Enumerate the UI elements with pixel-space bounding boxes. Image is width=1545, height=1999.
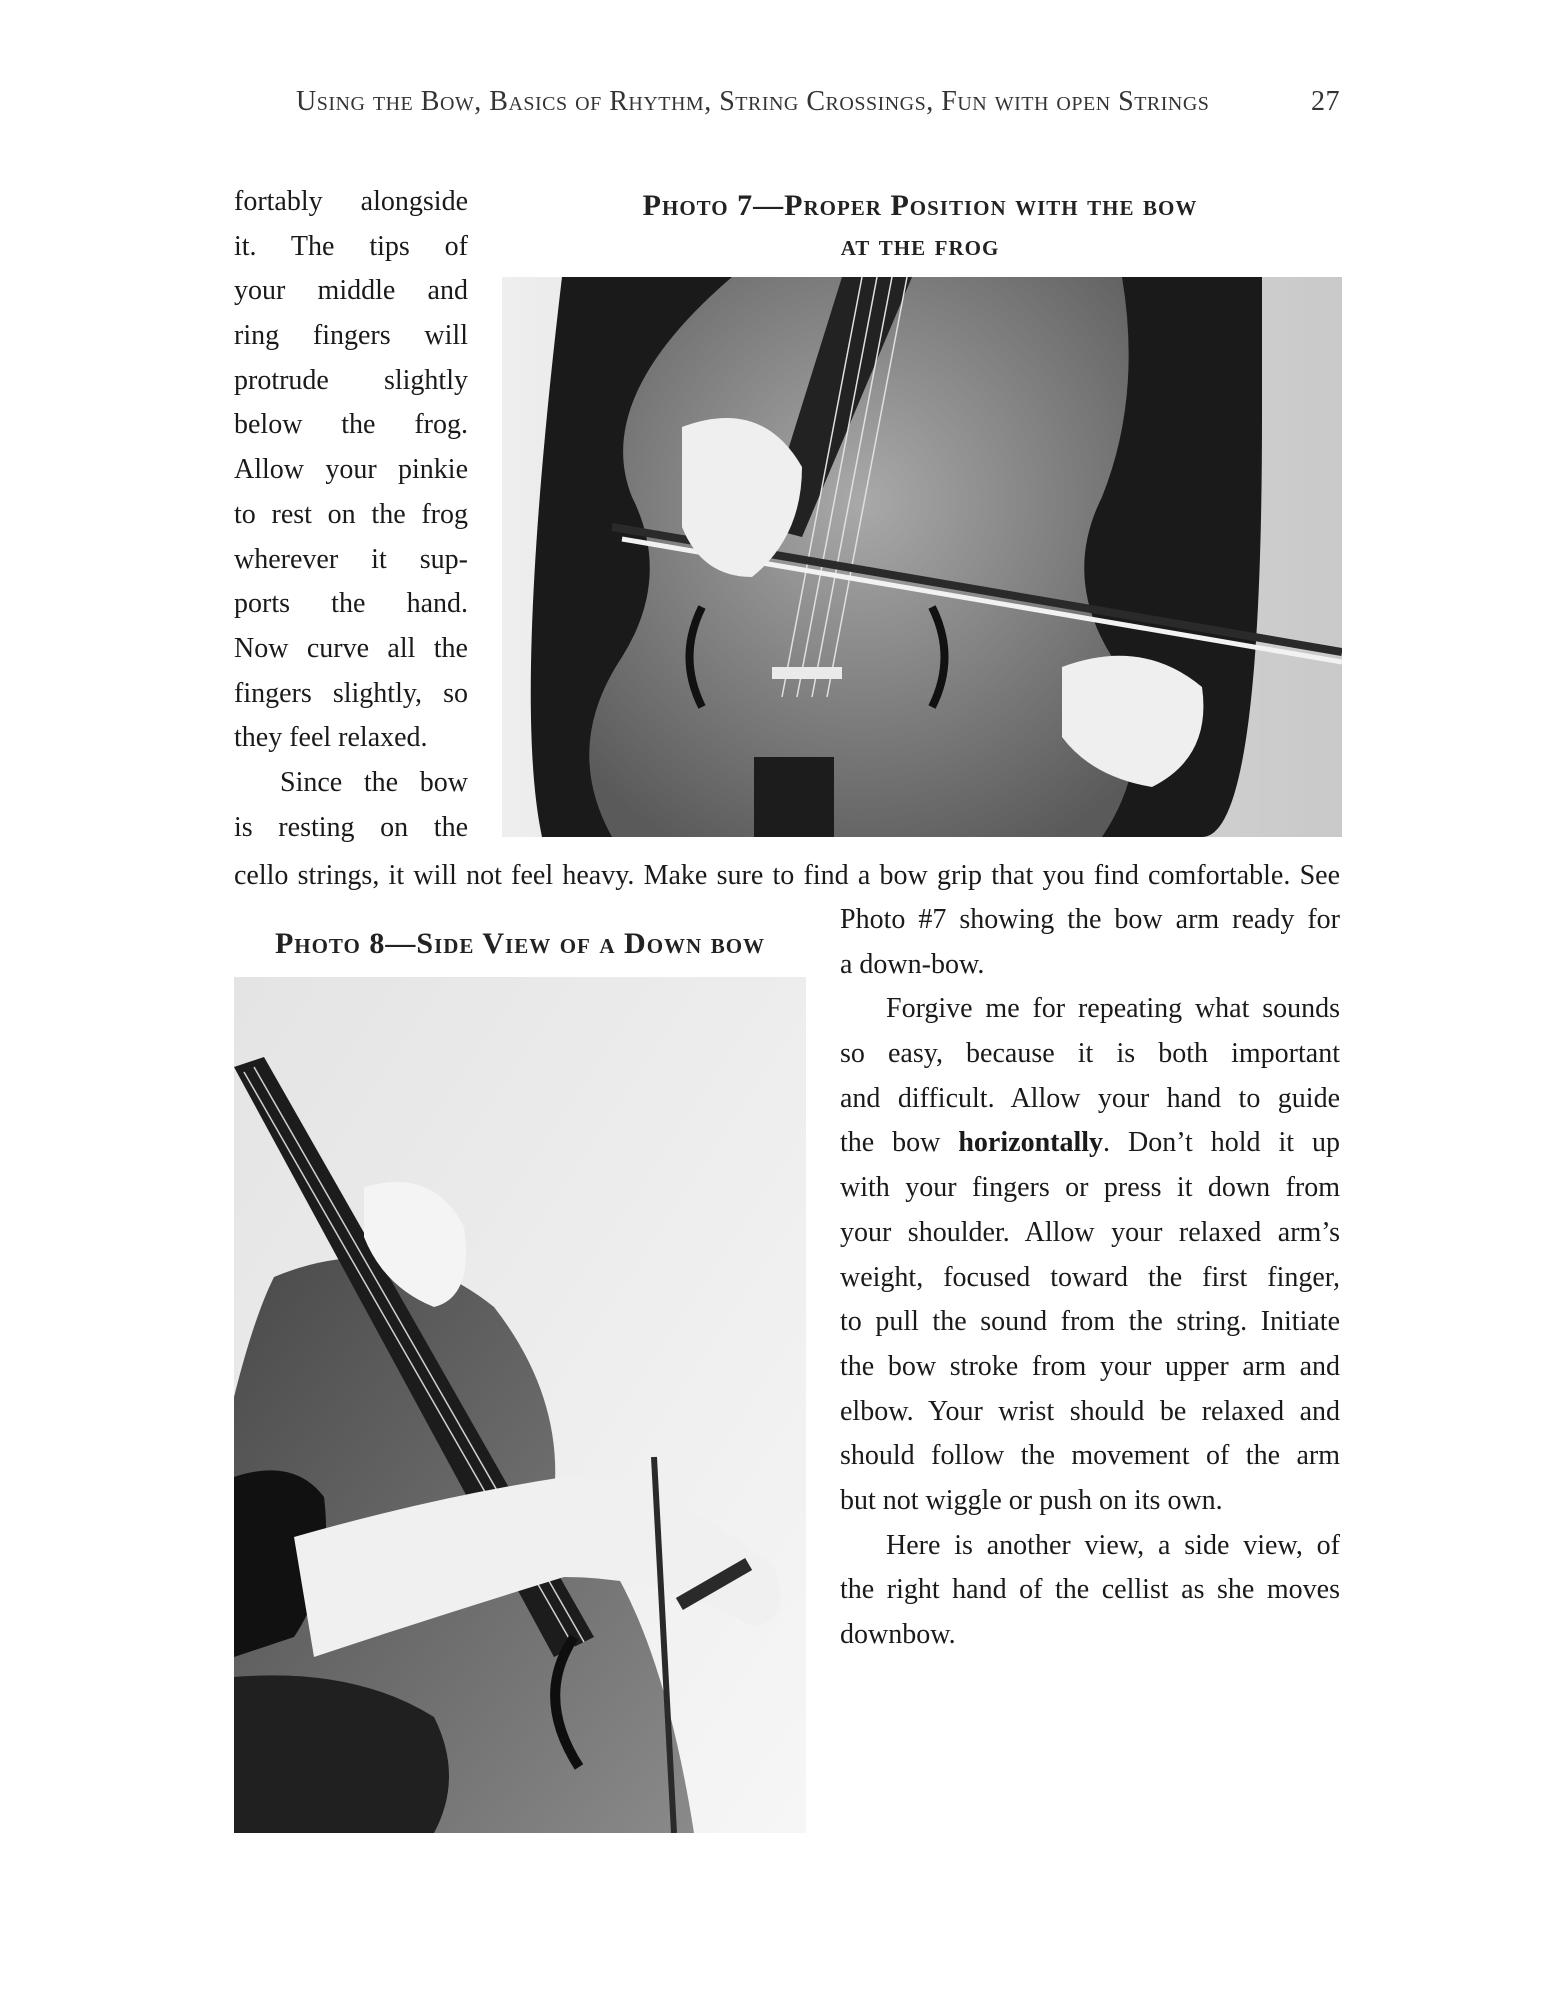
photo7-cello-bow-at-frog: [502, 277, 1342, 837]
running-head-title: Using the Bow, Basics of Rhythm, String Crossings, Fun with open Strings: [296, 86, 1210, 117]
text-fragment: . Don’t hold it up: [1103, 1127, 1341, 1159]
text-line: Forgive me for repeating what sounds: [886, 993, 1340, 1025]
text-line: protrude slightly: [234, 364, 468, 396]
text-line: Now curve all the: [234, 632, 468, 664]
text-line: to pull the sound from the string. Initiate: [840, 1306, 1340, 1338]
text-line: a down-bow.: [840, 948, 985, 980]
photo7-caption-line2: at the frog: [840, 229, 1000, 262]
text-line: is resting on the: [234, 811, 468, 843]
text-line: with your fingers or press it down from: [840, 1172, 1340, 1204]
photo8-side-view-down-bow: [234, 977, 806, 1833]
text-line: it. The tips of: [234, 230, 468, 262]
text-line: fingers slightly, so: [234, 677, 468, 709]
text-line: Allow your pinkie: [234, 454, 468, 486]
text-line: weight, focused toward the first finger,: [840, 1261, 1340, 1293]
text-line: the right hand of the cellist as she moves: [840, 1574, 1340, 1606]
right-column-text: [840, 898, 1340, 1658]
text-line: should follow the movement of the arm: [840, 1440, 1340, 1472]
text-line: downbow.: [840, 1619, 956, 1650]
full-width-text-line: cello strings, it will not feel heavy. Make sure to find a bow grip that you find comfortable. See: [234, 860, 1340, 891]
running-head: [296, 86, 1340, 126]
photo7-image: [502, 277, 1342, 837]
text-line: elbow. Your wrist should be relaxed and: [840, 1395, 1340, 1427]
photo7-caption-line1: Photo 7—Proper Position with the bow: [642, 189, 1198, 222]
text-fragment: the bow: [840, 1127, 941, 1159]
text-line: Here is another view, a side view, of: [886, 1529, 1340, 1561]
text-line: your shoulder. Allow your relaxed arm’s: [840, 1216, 1340, 1248]
text-line: Since the bow: [280, 766, 468, 798]
left-column-text: [234, 180, 468, 850]
text-line: to rest on the frog: [234, 498, 468, 530]
text-line-with-emphasis: [840, 1121, 1340, 1166]
text-line: your middle and: [234, 275, 468, 307]
text-line: ports the hand.: [234, 588, 468, 620]
text-line: ring fingers will: [234, 320, 468, 352]
page-number: 27: [1311, 86, 1340, 117]
text-line: but not wiggle or push on its own.: [840, 1484, 1223, 1516]
text-line: the bow stroke from your upper arm and: [840, 1350, 1340, 1382]
photo8-caption: Photo 8—Side View of a Down bow: [274, 927, 766, 960]
text-line: so easy, because it is both important: [840, 1038, 1340, 1070]
text-line: they feel relaxed.: [234, 722, 428, 754]
photo8-image: [234, 977, 806, 1833]
text-line: and difficult. Allow your hand to guide: [840, 1082, 1340, 1114]
text-line: wherever it sup-: [234, 543, 468, 575]
emphasis-horizontally: horizontally: [958, 1127, 1104, 1159]
text-line: fortably alongside: [234, 186, 468, 217]
text-line: Photo #7 showing the bow arm ready for: [840, 904, 1340, 935]
text-line: below the frog.: [234, 409, 468, 441]
photo7-caption: [500, 186, 1340, 266]
